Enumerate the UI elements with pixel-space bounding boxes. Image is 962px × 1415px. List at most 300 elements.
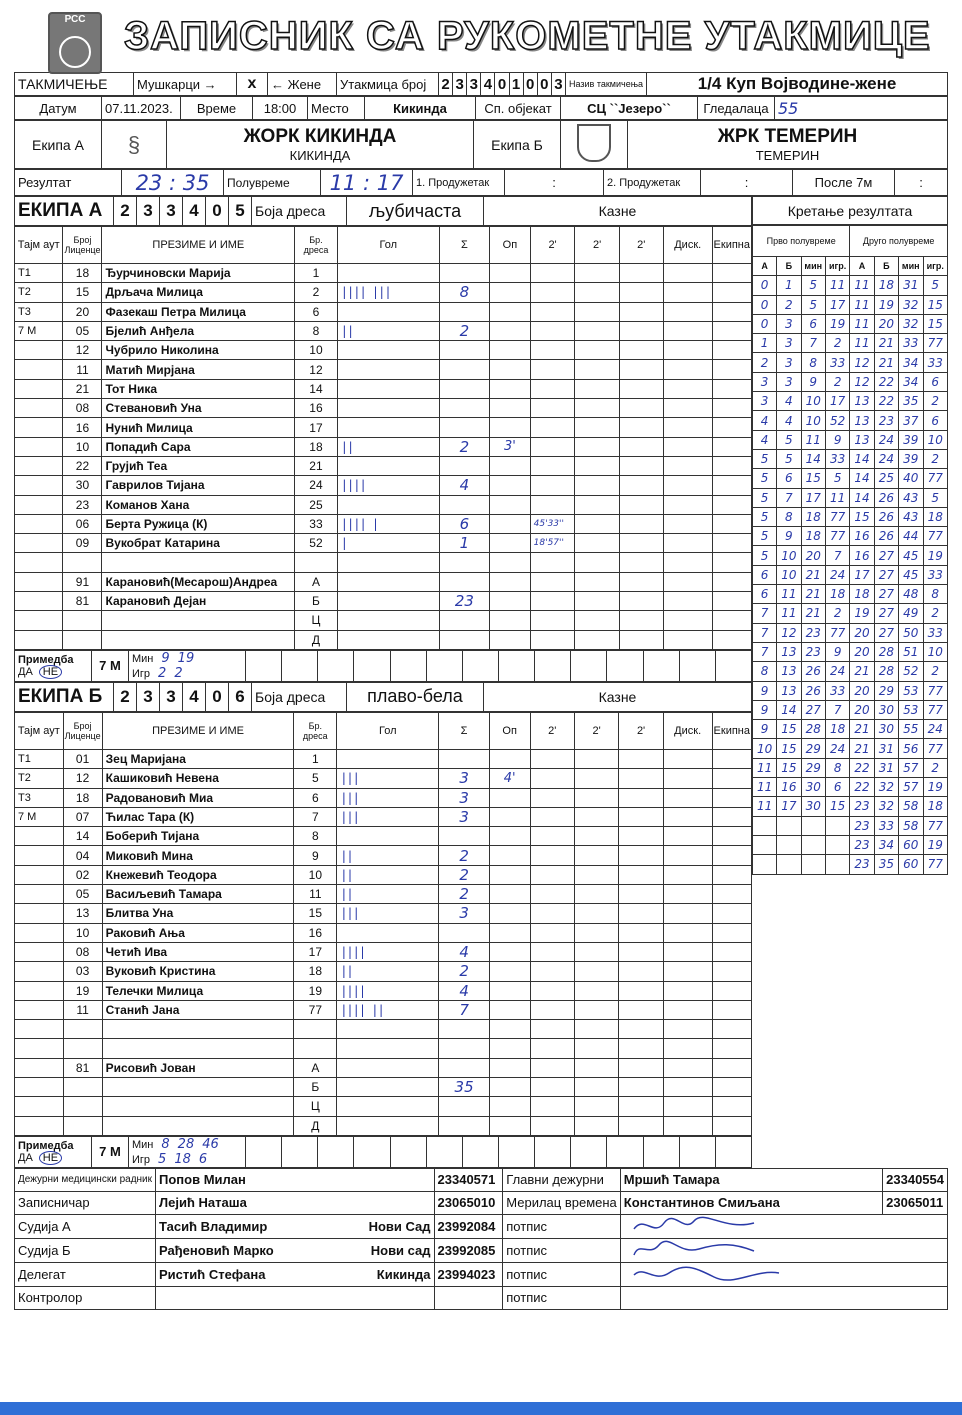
refb-city: Нови сад	[370, 1242, 431, 1258]
empty-cell	[390, 1136, 426, 1167]
warning-cell	[489, 1116, 530, 1135]
table-row	[15, 846, 752, 865]
goal-tally	[337, 611, 439, 630]
goal-tally: |	[337, 534, 439, 553]
progress-cell: 17	[777, 797, 801, 816]
warning-cell	[489, 981, 530, 1000]
penalty-cell	[663, 283, 712, 302]
penalty-cell	[619, 923, 663, 942]
progress-cell: 14	[850, 469, 874, 488]
team-a-logo-icon: §	[127, 131, 141, 157]
penalty-cell	[575, 264, 619, 283]
col-team: Екипна	[712, 712, 751, 749]
goal-sum: 2	[439, 321, 489, 340]
table-row	[15, 749, 752, 768]
license-cell	[63, 1116, 102, 1135]
progress-col: А	[753, 257, 777, 276]
progress-cell: 3	[777, 372, 801, 391]
igr-value: 2	[174, 665, 183, 681]
two-min-cell	[530, 846, 574, 865]
license-cell: 12	[63, 341, 102, 360]
license-cell: 12	[63, 769, 102, 788]
progress-cell: 23	[874, 411, 898, 430]
team-a-name: ЖОРК КИКИНДА	[243, 126, 397, 147]
match-no-digit: 1	[509, 73, 523, 95]
player-name: Вуковић Кристина	[102, 962, 294, 981]
progress-cell: 58	[899, 816, 924, 835]
penalty-cell	[663, 981, 712, 1000]
warning-cell	[489, 749, 530, 768]
medic-id: 23340571	[434, 1168, 503, 1191]
col-two2: 2'	[575, 227, 619, 264]
progress-cell	[777, 816, 801, 835]
goal-tally	[337, 1058, 439, 1077]
note-no: НЕ	[39, 665, 62, 679]
progress-cell: 40	[899, 469, 924, 488]
penalty-cell	[619, 264, 663, 283]
progress-cell: 44	[899, 527, 924, 546]
progress-cell: 10	[923, 430, 948, 449]
progress-col: Б	[777, 257, 801, 276]
two-min-cell	[530, 379, 575, 398]
jersey-no: 6	[295, 302, 338, 321]
goal-tally	[337, 572, 439, 591]
empty-cell	[607, 1136, 643, 1167]
table-row	[15, 904, 752, 923]
timeout-cell: T1	[15, 264, 63, 283]
seven-label: 7 М	[92, 650, 129, 681]
goal-tally	[337, 630, 439, 649]
progress-cell: 7	[825, 546, 849, 565]
note-row	[15, 650, 752, 681]
progress-cell: 3	[777, 314, 801, 333]
refa-city: Нови Сад	[368, 1218, 431, 1234]
player-name: Грујић Теа	[102, 456, 295, 475]
jersey-no: 52	[295, 534, 338, 553]
progress-cell: 2	[753, 353, 777, 372]
empty-cell	[318, 1136, 354, 1167]
progress-cell: 2	[923, 392, 948, 411]
penalty-cell	[712, 865, 751, 884]
jersey-no: 16	[294, 923, 337, 942]
penalty-cell	[712, 1077, 751, 1096]
timeout-cell	[15, 437, 63, 456]
del-sign-label: потпис	[503, 1262, 621, 1286]
timeout-cell: T3	[15, 788, 64, 807]
penalty-cell	[712, 611, 751, 630]
empty-cell	[426, 1136, 462, 1167]
progress-cell: 60	[899, 855, 924, 874]
penalty-cell	[663, 923, 712, 942]
penalty-cell	[712, 827, 751, 846]
two-min-cell	[530, 592, 575, 611]
penalty-cell	[712, 769, 751, 788]
col-two1: 2'	[530, 712, 574, 749]
progress-cell: 77	[923, 469, 948, 488]
table-row	[15, 1058, 752, 1077]
progress-cell: 21	[850, 662, 874, 681]
license-cell: 81	[63, 1058, 102, 1077]
two-min-cell	[530, 456, 575, 475]
comp-name-label: Назив такмичења	[566, 73, 647, 96]
jersey-label: Боја дреса	[252, 197, 347, 226]
progress-cell: 30	[874, 700, 898, 719]
license-cell: 09	[63, 534, 102, 553]
scorer-id: 23065010	[434, 1191, 503, 1214]
penalty-cell	[663, 302, 712, 321]
igr-value: 5	[158, 1151, 167, 1167]
jersey-no: 19	[294, 981, 337, 1000]
igr-value: 18	[174, 1151, 191, 1167]
refa-sign-label: потпис	[503, 1214, 621, 1238]
progress-cell: 19	[825, 314, 849, 333]
col-two3: 2'	[619, 227, 663, 264]
penalty-cell	[663, 962, 712, 981]
license-cell: 18	[63, 788, 102, 807]
table-row	[15, 418, 752, 437]
progress-row	[753, 662, 948, 681]
table-row	[15, 553, 752, 572]
empty-cell	[354, 1136, 390, 1167]
del-signature	[620, 1262, 947, 1286]
jersey-no	[294, 1020, 337, 1039]
goal-sum	[439, 749, 490, 768]
goal-sum: 2	[439, 865, 490, 884]
penalty-cell	[619, 379, 663, 398]
progress-cell: 34	[874, 835, 898, 854]
col-disq: Диск.	[663, 712, 712, 749]
scorer-label: Записничар	[15, 1191, 156, 1214]
x-mark: x	[237, 73, 268, 96]
goal-tally: ||||	[337, 942, 439, 961]
goal-sum: 7	[439, 1000, 490, 1019]
ot2-value: :	[701, 170, 793, 196]
progress-cell: 35	[874, 855, 898, 874]
progress-cell: 30	[801, 797, 825, 816]
team-label: ЕКИПА А	[15, 197, 114, 226]
two-min-cell	[530, 341, 575, 360]
progress-cell: 2	[825, 334, 849, 353]
penalty-cell	[663, 476, 712, 495]
warning-cell	[489, 1097, 530, 1116]
progress-cell: 26	[801, 681, 825, 700]
warning-cell	[490, 456, 530, 475]
license-cell: 81	[63, 592, 102, 611]
warning-cell	[490, 534, 530, 553]
empty-cell	[426, 650, 462, 681]
player-name: Гаврилов Тијана	[102, 476, 295, 495]
goal-tally	[337, 264, 439, 283]
warning-cell	[489, 788, 530, 807]
license-cell: 10	[63, 437, 102, 456]
penalty-cell	[574, 1077, 618, 1096]
result-label: Резултат	[15, 170, 122, 196]
goal-sum: 2	[439, 885, 490, 904]
main-name: Мршић Тамара	[620, 1168, 882, 1191]
penalty-cell	[574, 846, 618, 865]
jersey-no	[294, 1039, 337, 1058]
progress-cell: 1	[777, 276, 801, 295]
men-label: Мушкарци →	[134, 73, 237, 96]
penalty-cell	[575, 630, 619, 649]
progress-cell: 22	[874, 392, 898, 411]
penalty-cell	[619, 437, 663, 456]
progress-cell: 17	[801, 488, 825, 507]
table-row	[15, 1116, 752, 1135]
license-cell: 03	[63, 962, 102, 981]
table-row	[15, 827, 752, 846]
penalty-cell	[575, 379, 619, 398]
license-cell	[63, 1039, 102, 1058]
two-min-cell	[530, 1020, 574, 1039]
table-row	[15, 962, 752, 981]
penalty-cell	[712, 360, 751, 379]
col-goal: Гол	[337, 712, 439, 749]
progress-cell: 19	[923, 546, 948, 565]
seven-label: 7 М	[92, 1136, 129, 1167]
empty-cell	[354, 650, 390, 681]
progress-cell: 31	[874, 739, 898, 758]
table-row	[15, 437, 752, 456]
player-name	[102, 1039, 294, 1058]
penalty-cell	[712, 904, 751, 923]
two-min-cell	[530, 885, 574, 904]
penalty-cell	[575, 592, 619, 611]
progress-cell: 27	[874, 546, 898, 565]
license-cell	[63, 1077, 102, 1096]
table-row	[15, 495, 752, 514]
empty-cell	[282, 650, 318, 681]
license-cell	[63, 611, 102, 630]
warning-cell	[489, 1020, 530, 1039]
progress-cell: 9	[753, 720, 777, 739]
progress-cell: 22	[850, 758, 874, 777]
progress-cell	[801, 816, 825, 835]
table-row	[15, 302, 752, 321]
ctrl-sign-label: потпис	[503, 1286, 621, 1309]
goal-sum: 2	[439, 962, 490, 981]
penalty-cell	[619, 1058, 663, 1077]
penalty-cell	[619, 865, 663, 884]
license-cell: 06	[63, 514, 102, 533]
progress-half-header	[753, 226, 948, 257]
empty-cell	[679, 1136, 715, 1167]
progress-cell: 5	[753, 449, 777, 468]
two-min-cell	[530, 962, 574, 981]
goal-sum	[439, 572, 489, 591]
progress-cell: 17	[825, 392, 849, 411]
penalty-cell	[663, 885, 712, 904]
table-row	[15, 630, 752, 649]
progress-cell: 32	[899, 314, 924, 333]
warning-cell	[490, 572, 530, 591]
goal-tally: |||	[337, 904, 439, 923]
penalty-cell	[574, 807, 618, 826]
penalty-cell	[619, 630, 663, 649]
refb-cell	[156, 1238, 435, 1262]
logo-text: РСС	[64, 14, 86, 25]
penalty-cell	[663, 846, 712, 865]
main-label: Главни дежурни	[503, 1168, 621, 1191]
two-min-cell: 18'57''	[530, 534, 575, 553]
refa-name: Тасић Владимир	[159, 1218, 268, 1234]
igr-value: 2	[158, 665, 167, 681]
timeout-cell	[15, 827, 64, 846]
penalty-cell	[663, 341, 712, 360]
goal-tally	[337, 456, 439, 475]
progress-cell: 11	[850, 334, 874, 353]
refb-label: Судија Б	[15, 1238, 156, 1262]
team-code-digit: 0	[206, 682, 229, 711]
progress-cell: 2	[923, 449, 948, 468]
penalty-cell	[619, 476, 663, 495]
min-value: 28	[177, 1136, 195, 1152]
timeout-cell	[15, 923, 64, 942]
goal-tally	[337, 1020, 439, 1039]
progress-cell: 10	[801, 392, 825, 411]
team-code-digit: 4	[183, 682, 206, 711]
progress-cell: 26	[874, 507, 898, 526]
empty-cell	[571, 1136, 607, 1167]
progress-cell: 0	[753, 276, 777, 295]
progress-cell: 30	[801, 778, 825, 797]
progress-cell: 27	[874, 623, 898, 642]
progress-cell: 29	[874, 681, 898, 700]
player-name	[102, 1097, 294, 1116]
two-min-cell	[530, 923, 574, 942]
progress-cell: 8	[825, 758, 849, 777]
two-min-cell	[530, 321, 575, 340]
player-name: Ћилас Тара (К)	[102, 807, 294, 826]
penalty-cell	[619, 885, 663, 904]
penalty-cell	[712, 1058, 751, 1077]
match-no-digit: 3	[467, 73, 481, 95]
col-warn: Оп	[489, 712, 530, 749]
progress-cell: 52	[899, 662, 924, 681]
timeout-cell: T2	[15, 283, 63, 302]
penalty-cell	[619, 1077, 663, 1096]
table-row	[15, 1097, 752, 1116]
penalty-cell	[619, 827, 663, 846]
jersey-no: 18	[295, 437, 338, 456]
penalty-cell	[712, 283, 751, 302]
progress-cell: 17	[850, 565, 874, 584]
match-no-digit: 4	[481, 73, 495, 95]
progress-cell: 45	[899, 546, 924, 565]
penalty-cell	[574, 1039, 618, 1058]
medic-name: Попов Милан	[156, 1168, 435, 1191]
main-id: 23340554	[883, 1168, 948, 1191]
warning-cell	[490, 283, 530, 302]
penalty-cell	[663, 1058, 712, 1077]
goal-sum	[439, 418, 489, 437]
progress-cell: 11	[753, 797, 777, 816]
progress-cell: 22	[850, 778, 874, 797]
goal-sum	[439, 1116, 490, 1135]
goal-tally	[337, 302, 439, 321]
two-min-cell	[530, 437, 575, 456]
progress-cell: 20	[850, 681, 874, 700]
progress-cell: 18	[825, 720, 849, 739]
penalty-cell	[712, 514, 751, 533]
venue-label: Сп. објекат	[476, 97, 561, 120]
progress-cell: 11	[825, 276, 849, 295]
empty-cell	[643, 650, 679, 681]
progress-cell: 7	[753, 623, 777, 642]
timer-name: Константинов Смиљана	[620, 1191, 882, 1214]
penalty-cell	[575, 321, 619, 340]
empty-cell	[643, 1136, 679, 1167]
note-no: НЕ	[39, 1151, 62, 1165]
goal-tally: ||	[337, 962, 439, 981]
penalty-cell	[574, 923, 618, 942]
two-min-cell	[530, 283, 575, 302]
progress-cell: 10	[777, 565, 801, 584]
progress-cell: 25	[874, 469, 898, 488]
empty-cell	[498, 1136, 534, 1167]
progress-cell: 20	[801, 546, 825, 565]
progress-cell: 11	[850, 314, 874, 333]
igr-line	[132, 1152, 242, 1167]
table-row	[15, 788, 752, 807]
progress-cell: 15	[777, 720, 801, 739]
table-row	[15, 923, 752, 942]
penalty-cell	[712, 399, 751, 418]
timeout-cell	[15, 904, 64, 923]
goal-tally	[337, 1097, 439, 1116]
date-label: Датум	[15, 97, 102, 120]
penalty-cell	[574, 865, 618, 884]
progress-cell: 6	[777, 469, 801, 488]
warning-cell	[490, 341, 530, 360]
two-min-cell	[530, 360, 575, 379]
license-cell: 21	[63, 379, 102, 398]
two-min-cell	[530, 611, 575, 630]
progress-cell: 9	[753, 681, 777, 700]
progress-cell: 15	[777, 739, 801, 758]
time-value: 18:00	[253, 97, 308, 120]
penalty-cell	[619, 283, 663, 302]
progress-cell: 11	[850, 295, 874, 314]
team-code-digit: 3	[160, 197, 183, 226]
progress-row	[753, 372, 948, 391]
jersey-no: Ц	[295, 611, 338, 630]
progress-row	[753, 855, 948, 874]
progress-cell: 26	[801, 662, 825, 681]
player-name: Карановић Дејан	[102, 592, 295, 611]
penalty-cell	[663, 630, 712, 649]
progress-cell: 20	[850, 642, 874, 661]
timeout-cell	[15, 942, 64, 961]
progress-cell	[825, 816, 849, 835]
license-cell: 23	[63, 495, 102, 514]
team-a-note	[14, 650, 752, 682]
ball-icon	[59, 36, 91, 68]
progress-cell: 23	[850, 835, 874, 854]
col-warn: Оп	[490, 227, 530, 264]
penalty-cell	[619, 962, 663, 981]
progress-cell: 14	[850, 449, 874, 468]
penalties-label: Казне	[484, 197, 752, 226]
col-two1: 2'	[530, 227, 575, 264]
goal-sum: 4	[439, 476, 489, 495]
progress-table	[752, 225, 948, 875]
jersey-no: 25	[295, 495, 338, 514]
team-code-digit: 3	[137, 197, 160, 226]
table-row	[15, 456, 752, 475]
team-code-digit: 6	[229, 682, 252, 711]
progress-row	[753, 835, 948, 854]
